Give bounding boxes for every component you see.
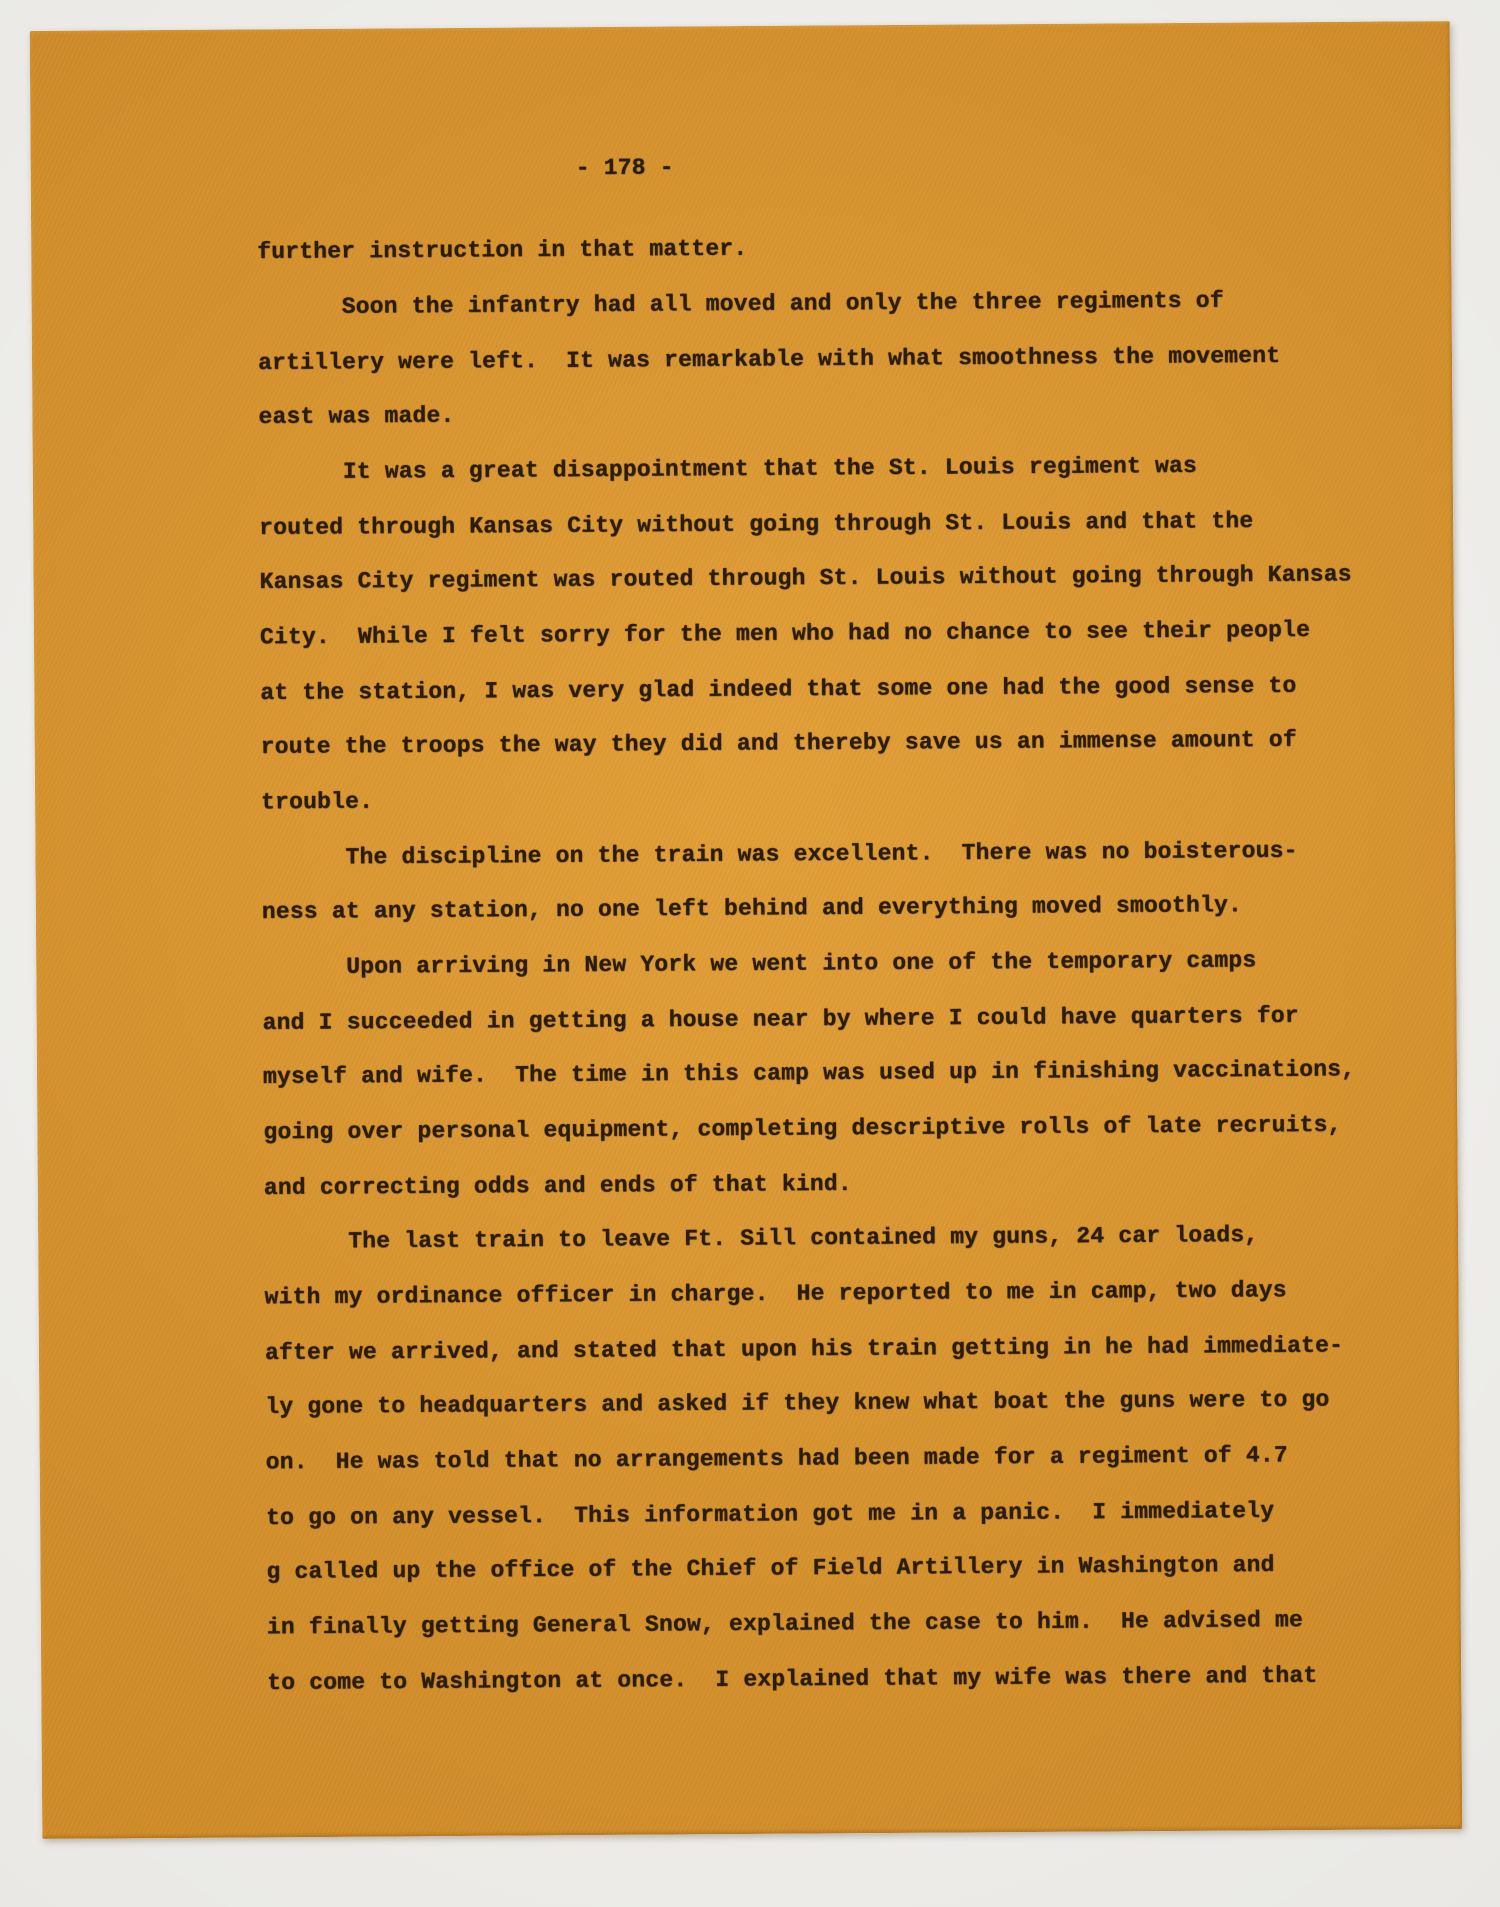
typewritten-line: to come to Washington at once. I explained that my wife was there and that <box>267 1662 1318 1696</box>
page-number: - 178 - <box>575 154 674 182</box>
typewritten-line: The last train to leave Ft. Sill contained my guns, 24 car loads, <box>264 1222 1259 1255</box>
typewritten-line: and I succeeded in getting a house near by where I could have quarters for <box>262 1002 1299 1036</box>
typewritten-line: ness at any station, no one left behind and everything moved smoothly. <box>261 892 1243 925</box>
typewritten-line: routed through Kansas City without going through St. Louis and that the <box>259 508 1254 541</box>
typewritten-line: The discipline on the train was excellent. There was no boisterous- <box>261 837 1298 871</box>
document-page <box>30 21 1463 1839</box>
typewritten-line: further instruction in that matter. <box>257 235 748 265</box>
typewritten-line: artillery were left. It was remarkable with what smoothness the movement <box>257 342 1281 376</box>
typewritten-line: route the troops the way they did and thereby save us an immense amount of <box>260 726 1297 760</box>
typewritten-line: going over personal equipment, completing descriptive rolls of late recruits, <box>263 1111 1342 1146</box>
typewritten-line: on. He was told that no arrangements had been made for a regiment of 4.7 <box>265 1442 1288 1476</box>
typewritten-line: with my ordinance officer in charge. He reported to me in camp, two days <box>264 1277 1287 1311</box>
typewritten-line: City. While I felt sorry for the men who had no chance to see their people <box>259 617 1311 651</box>
typewritten-line: after we arrived, and stated that upon his train getting in he had immediate- <box>264 1332 1344 1366</box>
typewritten-line: Soon the infantry had all moved and only the three regiments of <box>257 287 1224 321</box>
typewritten-line: at the station, I was very glad indeed that some one had the good sense to <box>260 672 1297 706</box>
typewritten-line: myself and wife. The time in this camp was used up in finishing vaccinations, <box>262 1056 1356 1090</box>
typewritten-line: It was a great disappointment that the St. Louis regiment was <box>258 452 1198 486</box>
typewritten-line: to go on any vessel. This information got me in a panic. I immediately <box>266 1497 1275 1531</box>
typewritten-line: east was made. <box>258 402 455 430</box>
typewritten-line: g called up the office of the Chief of Field Artillery in Washington and <box>266 1551 1275 1585</box>
typewritten-text <box>257 217 1427 1710</box>
typewritten-line: ly gone to headquarters and asked if they knew what boat the guns were to go <box>265 1386 1330 1420</box>
typewritten-line: Upon arriving in New York we went into one of the temporary camps <box>262 947 1257 981</box>
typewritten-line: Kansas City regiment was routed through St. Louis without going through Kansas <box>259 561 1352 595</box>
typewritten-line: trouble. <box>261 788 374 816</box>
typewritten-line: in finally getting General Snow, explained the case to him. He advised me <box>266 1607 1304 1641</box>
typewritten-line: and correcting odds and ends of that kind. <box>263 1170 852 1201</box>
